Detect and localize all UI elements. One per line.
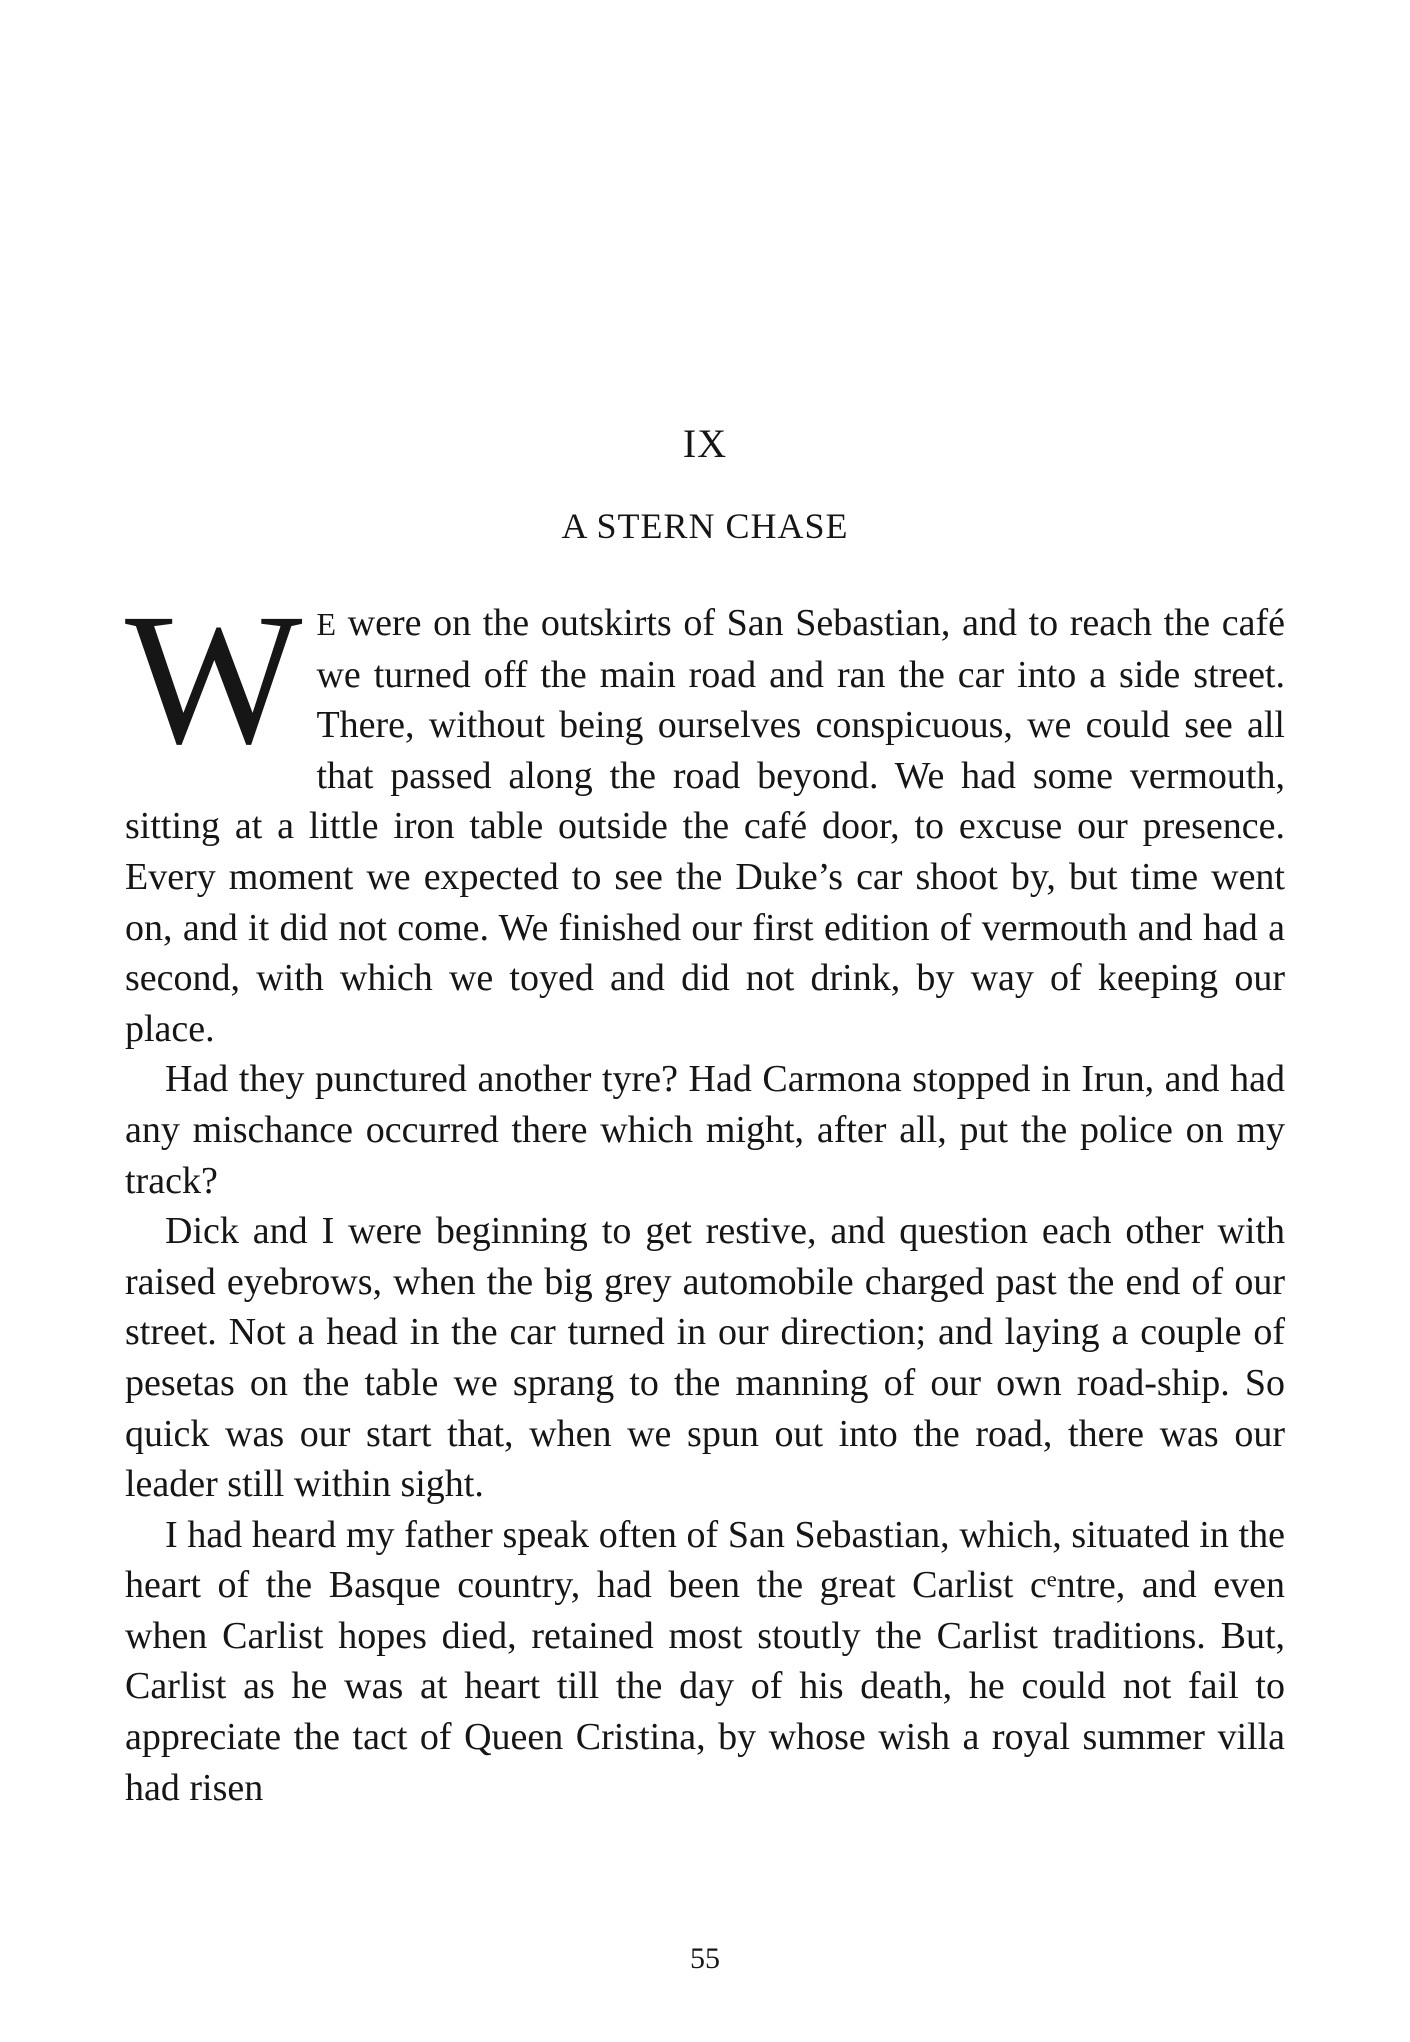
page-number: 55 xyxy=(690,1942,720,1975)
small-cap: E xyxy=(316,606,336,642)
paragraph-1 xyxy=(125,574,1285,1054)
paragraph-1-text: were on the outskirts of San Sebastian, and to reach the café we turned off the main road and ran the car into a side street. There, without being ourselves conspicuous, we could see all that passed along the road beyond. We had some vermouth, sitting at a little iron table outside the café door, to excuse our presence. Every moment we expected to see the Duke’s car shoot by, but time went on, and it did not come. We finished our first edition of vermouth and had a second, with which we toyed and did not drink, by way of keeping our place. xyxy=(125,602,1285,1050)
drop-cap: W xyxy=(125,574,303,783)
chapter-title: A STERN CHASE xyxy=(561,506,849,546)
paragraph-2: Had they punctured another tyre? Had Carmona stopped in Irun, and had any mischance occurred there which might, after all, put the police on my track? xyxy=(125,1058,1285,1202)
paragraph-3: Dick and I were beginning to get restive, and question each other with raised eyebrows, when the big grey automobile charged past the end of our street. Not a head in the car turned in our direction; and laying a couple of pesetas on the table we sprang to the manning of our own road-ship. So quick was our start that, when we spun out into the road, there was our leader still within sight. xyxy=(125,1210,1285,1506)
paragraph-4: I had heard my father speak often of San Sebastian, which, situated in the heart of the Basque country, had been the great Carlist cᵉntre, and even when Carlist hopes died, retained most stoutly the Carlist traditions. But, Carlist as he was at heart till the day of his death, he could not fail to appreciate the tact of Queen Cristina, by whose wish a royal summer villa had risen xyxy=(125,1513,1285,1809)
chapter-body xyxy=(125,574,1285,1813)
chapter-number: IX xyxy=(682,421,728,466)
